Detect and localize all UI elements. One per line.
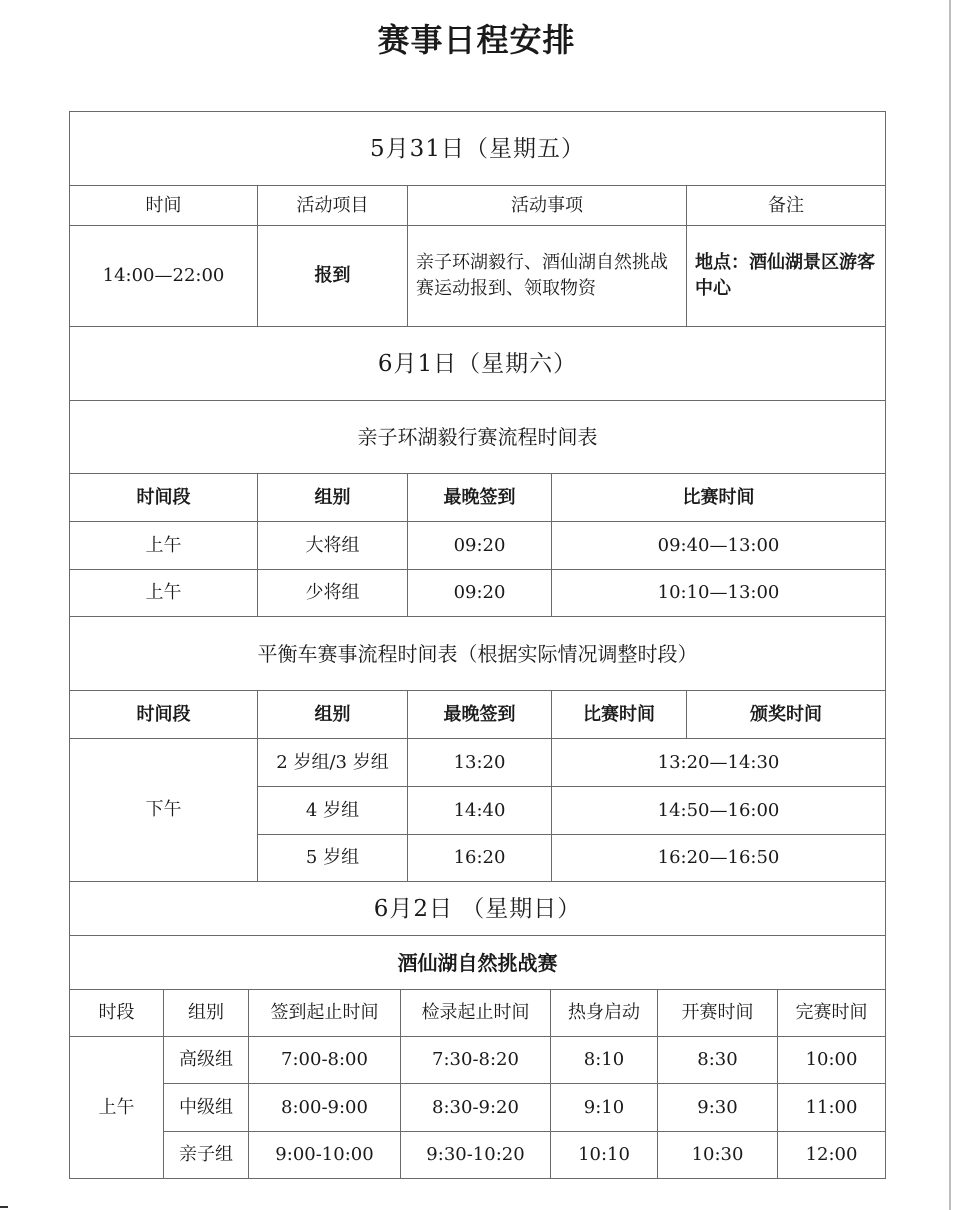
day2-date-heading: 6月1日（星期六） [70,327,886,401]
header-cell: 时间段 [70,691,258,739]
bike-table-title: 平衡车赛事流程时间表（根据实际情况调整时段） [70,617,886,691]
header-cell: 检录起止时间 [401,990,551,1037]
inspect-cell: 7:30-8:20 [401,1037,551,1084]
header-cell: 组别 [258,474,408,522]
challenge-header-row [70,990,886,1037]
day1-row [70,226,886,327]
race-time-cell: 14:50—16:00 [552,787,886,835]
header-cell: 颁奖时间 [687,691,886,739]
race-time-cell: 16:20—16:50 [552,835,886,882]
start-cell: 10:30 [658,1132,778,1179]
header-cell: 时间段 [70,474,258,522]
inspect-cell: 9:30-10:20 [401,1132,551,1179]
checkin-cell: 8:00-9:00 [249,1084,401,1132]
start-cell: 9:30 [658,1084,778,1132]
hike-row [70,570,886,617]
checkin-cell: 09:20 [408,570,552,617]
hike-row [70,522,886,570]
group-cell: 少将组 [258,570,408,617]
item-cell: 报到 [258,226,408,327]
day3-date-heading: 6月2日 （星期日） [70,882,886,936]
day1-header-row [70,186,886,226]
finish-cell: 10:00 [778,1037,886,1084]
header-cell: 时段 [70,990,164,1037]
period-cell: 上午 [70,522,258,570]
group-cell: 亲子组 [164,1132,249,1179]
checkin-cell: 13:20 [408,739,552,787]
checkin-cell: 16:20 [408,835,552,882]
bike-header-row [70,691,886,739]
schedule-table-lower [69,881,886,1179]
group-cell: 高级组 [164,1037,249,1084]
page-edge-divider [949,0,951,1210]
group-cell: 2 岁组/3 岁组 [258,739,408,787]
group-cell: 中级组 [164,1084,249,1132]
group-cell: 4 岁组 [258,787,408,835]
bike-row [70,739,886,787]
header-cell: 最晚签到 [408,691,552,739]
header-cell: 活动项目 [258,186,408,226]
checkin-cell: 09:20 [408,522,552,570]
hike-header-row [70,474,886,522]
header-cell: 时间 [70,186,258,226]
schedule-table-upper [69,111,886,882]
corner-mark [0,1206,8,1208]
checkin-cell: 14:40 [408,787,552,835]
header-cell: 比赛时间 [552,691,687,739]
race-time-cell: 10:10—13:00 [552,570,886,617]
header-cell: 备注 [687,186,886,226]
note-cell: 地点：酒仙湖景区游客中心 [687,226,886,327]
finish-cell: 11:00 [778,1084,886,1132]
page-title: 赛事日程安排 [377,21,576,59]
header-cell: 开赛时间 [658,990,778,1037]
group-cell: 5 岁组 [258,835,408,882]
time-cell: 14:00—22:00 [70,226,258,327]
day1-date-heading: 5月31日（星期五） [70,112,886,186]
header-cell: 热身启动 [551,990,658,1037]
group-cell: 大将组 [258,522,408,570]
warmup-cell: 8:10 [551,1037,658,1084]
challenge-row [70,1084,886,1132]
warmup-cell: 10:10 [551,1132,658,1179]
header-cell: 签到起止时间 [249,990,401,1037]
header-cell: 比赛时间 [552,474,886,522]
start-cell: 8:30 [658,1037,778,1084]
checkin-cell: 7:00-8:00 [249,1037,401,1084]
header-cell: 完赛时间 [778,990,886,1037]
period-cell: 下午 [70,739,258,882]
checkin-cell: 9:00-10:00 [249,1132,401,1179]
finish-cell: 12:00 [778,1132,886,1179]
race-time-cell: 13:20—14:30 [552,739,886,787]
header-cell: 活动事项 [408,186,687,226]
warmup-cell: 9:10 [551,1084,658,1132]
challenge-table-title: 酒仙湖自然挑战赛 [70,936,886,990]
header-cell: 最晚签到 [408,474,552,522]
header-cell: 组别 [164,990,249,1037]
period-cell: 上午 [70,570,258,617]
period-cell: 上午 [70,1037,164,1179]
challenge-row [70,1132,886,1179]
inspect-cell: 8:30-9:20 [401,1084,551,1132]
race-time-cell: 09:40—13:00 [552,522,886,570]
header-cell: 组别 [258,691,408,739]
matters-cell: 亲子环湖毅行、酒仙湖自然挑战赛运动报到、领取物资 [408,226,687,327]
challenge-row [70,1037,886,1084]
hike-table-title: 亲子环湖毅行赛流程时间表 [70,401,886,474]
